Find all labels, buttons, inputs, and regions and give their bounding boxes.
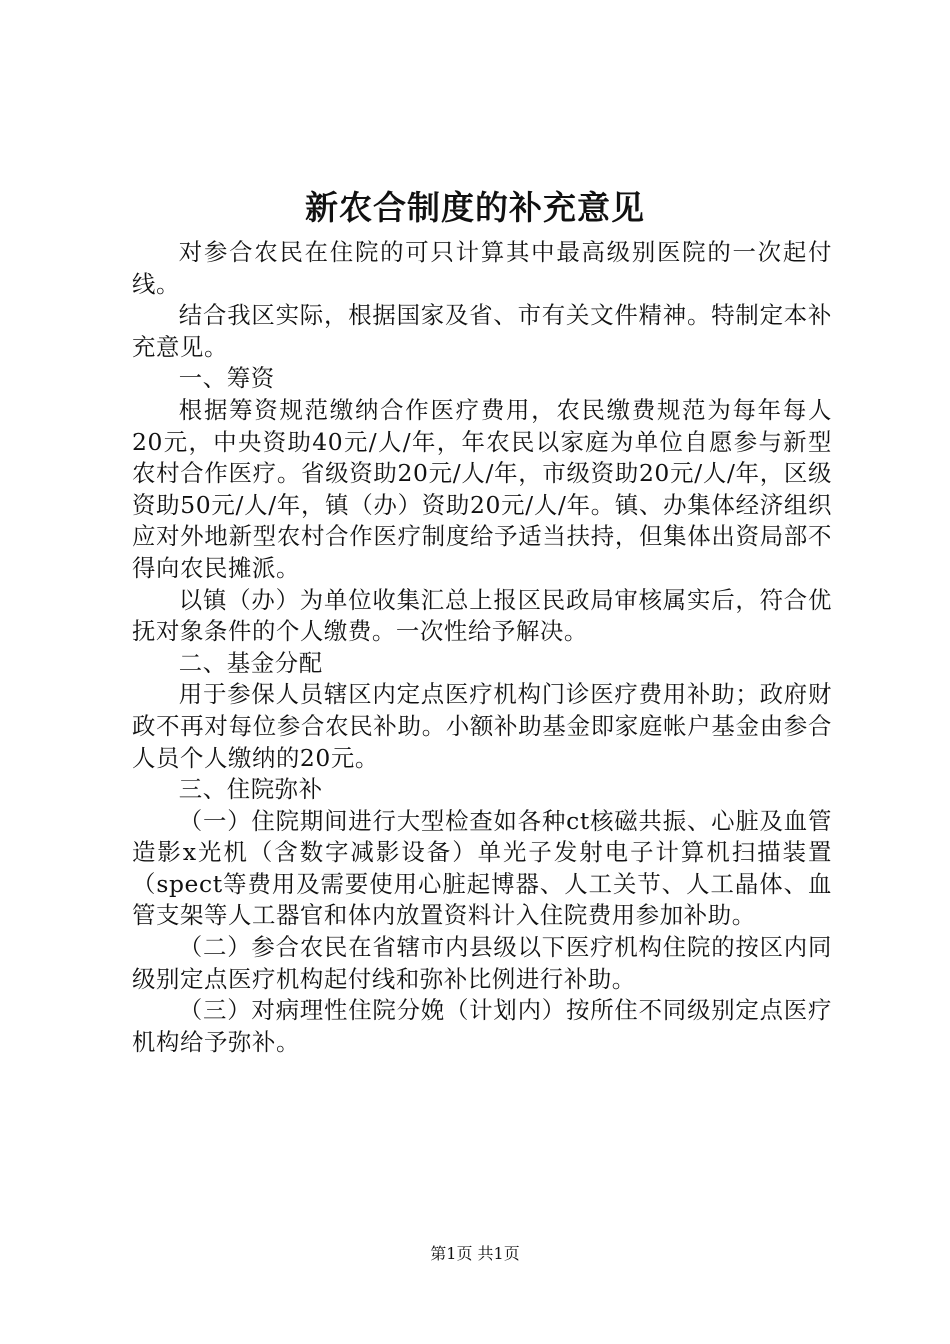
- paragraph: 结合我区实际，根据国家及省、市有关文件精神。特制定本补充意见。: [132, 301, 832, 361]
- section-heading: 二、基金分配: [178, 648, 323, 677]
- document-body: [132, 237, 832, 1058]
- paragraph: 对参合农民在住院的可只计算其中最高级别医院的一次起付线。: [132, 238, 832, 298]
- paragraph: （三）对病理性住院分娩（计划内）按所住不同级别定点医疗机构给予弥补。: [132, 996, 832, 1056]
- section-heading: 一、筹资: [178, 364, 275, 393]
- page-footer: 第1页 共1页: [430, 1244, 520, 1263]
- section-heading: 三、住院弥补: [178, 775, 323, 804]
- paragraph: （一）住院期间进行大型检查如各种ct核磁共振、心脏及血管造影x光机（含数字减影设备）单光子发射电子计算机扫描装置（spect等费用及需要使用心脏起博器、人工关节、人工晶体、血管支架等人工器官和体内放置资料计入住院费用参加补助。: [132, 806, 832, 930]
- paragraph: 根据筹资规范缴纳合作医疗费用，农民缴费规范为每年每人20元，中央资助40元/人/年，年农民以家庭为单位自愿参与新型农村合作医疗。省级资助20元/人/年，市级资助20元/人/年，区级资助50元/人/年，镇（办）资助20元/人/年。镇、办集体经济组织应对外地新型农村合作医疗制度给予适当扶持，但集体出资局部不得向农民摊派。: [132, 395, 832, 582]
- paragraph: （二）参合农民在省辖市内县级以下医疗机构住院的按区内同级别定点医疗机构起付线和弥补比例进行补助。: [132, 933, 832, 993]
- document-title: 新农合制度的补充意见: [305, 188, 645, 227]
- paragraph: 用于参保人员辖区内定点医疗机构门诊医疗费用补助；政府财政不再对每位参合农民补助。小额补助基金即家庭帐户基金由参合人员个人缴纳的20元。: [132, 680, 832, 772]
- paragraph: 以镇（办）为单位收集汇总上报区民政局审核属实后，符合优抚对象条件的个人缴费。一次性给予解决。: [132, 585, 832, 646]
